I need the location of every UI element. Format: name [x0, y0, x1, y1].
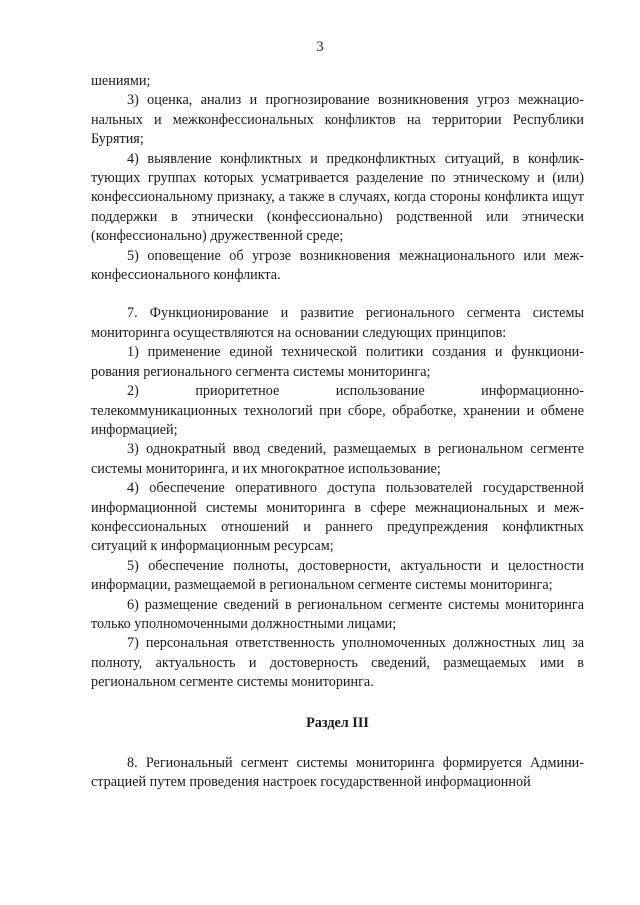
principle-2-word: использование	[335, 383, 425, 400]
principle-6: 6) размещение сведений в региональном сегменте системы мониторинга только уполномоченными должностными лицами;	[91, 596, 584, 632]
principle-2-word: информационно-	[481, 383, 584, 400]
principle-4: 4) обеспечение оперативного доступа пользователей государственной информационной системы мониторинга в сфере межнациональных и межконфессиональных отношений и раннего предупреждения конфликтных ситуаций к информационным ресурсам;	[91, 480, 584, 555]
principle-2-word: 2)	[127, 383, 139, 400]
principle-2-first-line	[91, 382, 584, 401]
list-item-5: 5) оповещение об угрозе возникновения межнационального или межконфессионального конфликта.	[91, 247, 584, 284]
list-item-4: 4) выявление конфликтных и предконфликтных ситуаций, в конфликтующих группах которых усматривается разделение по этническому и (или) конфессиональному признаку, а также в случаях, когда стороны конфликта ищут поддержки в этнически (конфессионально) родственной или этнически (конфессионально) дружественной среде;	[91, 150, 584, 245]
principle-1: 1) применение единой технической политики создания и функционирования регионального сегмента системы мониторинга;	[91, 344, 584, 380]
principle-2-rest: телекоммуникационных технологий при сборе, обработке, хранении и обмене информацией;	[91, 402, 584, 438]
continuation-line: шениями;	[91, 73, 151, 89]
principle-3: 3) однократный ввод сведений, размещаемых в региональном сегменте системы мониторинга, и их многократное использование;	[91, 441, 584, 477]
list-item-3: 3) оценка, анализ и прогнозирование возникновения угроз межнациональных и межконфессиональных конфликтов на территории Республики Бурятия;	[91, 92, 584, 148]
section-heading: Раздел III	[306, 714, 369, 731]
paragraph-8: 8. Региональный сегмент системы мониторинга формируется Администрацией путем проведения настроек государственной информационной	[91, 755, 584, 791]
principle-7: 7) персональная ответственность уполномоченных должностных лиц за полноту, актуальность и достоверность сведений, размещаемых ими в региональном сегменте системы мониторинга.	[91, 635, 584, 691]
document-body	[91, 72, 584, 793]
principle-2-word: приоритетное	[195, 383, 280, 400]
paragraph-7: 7. Функционирование и развитие регионального сегмента системы мониторинга осуществляются на основании следующих принципов:	[91, 305, 584, 341]
page-number: 3	[316, 39, 324, 55]
principle-5: 5) обеспечение полноты, достоверности, актуальности и целостности информации, размещаемой в региональном сегменте системы мониторинга;	[91, 557, 584, 594]
